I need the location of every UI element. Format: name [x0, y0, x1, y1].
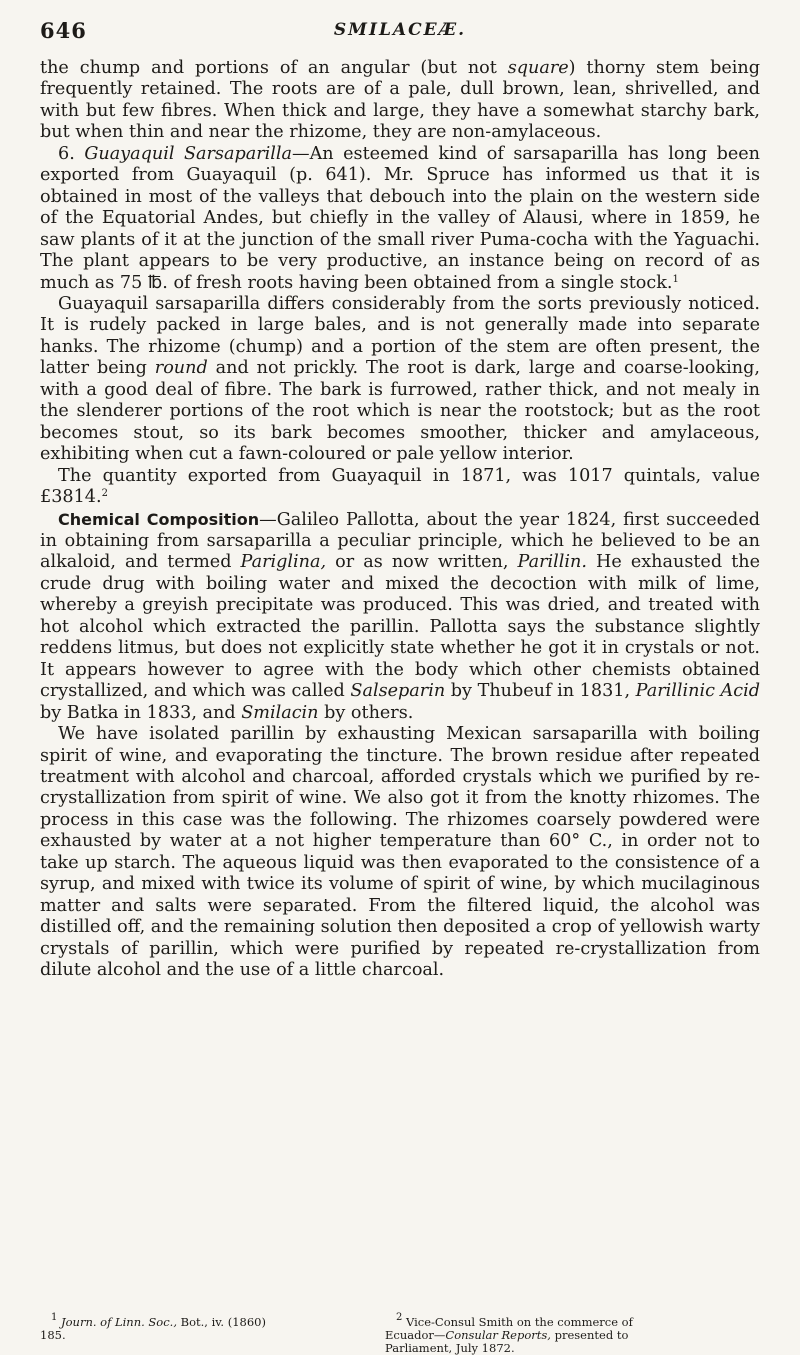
footnote-1-ref: Bot., iv. (1860): [176, 1315, 266, 1329]
paragraph: [40, 144, 760, 294]
footnote-1-cont: 185.: [40, 1328, 66, 1342]
footnote-1-line1: [40, 1312, 370, 1329]
footnotes: [40, 1312, 760, 1355]
page-number: 646: [40, 18, 87, 43]
section-heading: Chemical Composition: [58, 509, 260, 529]
text-run: the chump and portions of an angular (but not: [40, 58, 508, 78]
text-run: and not prickly. The root is dark, large and coarse-looking, with a good deal of fibre. The bark is furrowed, rather thick, and not mealy in the slenderer portions of the root which is near the rootstock; but as the root becomes stout, so its bark becomes smoother, thicker and amylaceous, exhibiting when cut a fawn-coloured or pale yellow interior.: [40, 358, 760, 465]
footnote-ref: 2: [101, 488, 108, 500]
text-run: by others.: [318, 702, 414, 723]
italic-term: Smilacin: [241, 702, 319, 723]
italic-term: round: [154, 358, 208, 379]
text-run: or as now written,: [326, 552, 518, 573]
text-run: He exhausted the crude drug with boiling water and mixed the decoction with milk of lime, whereby a greyish precipitate was produced. This was dried, and treated with hot alcohol which extracted the parillin. Pallotta says the substance slightly reddens litmus, but does not explicitly state whether he got it in crystals or not. It appears however to agree with the body which other chemists obtained crystallized, and which was called: [40, 552, 761, 702]
text-run: —Galileo Pallotta, about the year 1824, first succeeded in obtaining from sarsaparilla a peculiar principle, which he believed to be an alkaloid, and termed: [40, 509, 760, 573]
italic-term: Parillin.: [517, 552, 587, 573]
footnote-ref: 1: [672, 273, 679, 285]
text-run: by Batka in 1833, and: [40, 702, 242, 723]
text-run: —An esteemed kind of sarsaparilla has long been exported from Guayaquil (p. 641). Mr. Spruce has informed us that it is obtained in most of the valleys that debouch into the plain on the western side of the Equatorial Andes, but chiefly in the valley of Alausi, where in 1859, he saw plants of it at the junction of the small river Puma-cocha with the Yaguachi. The plant appears to be very productive, an instance being on record of as much as 75 ℔. of fresh roots having been obtained from a single stock.: [40, 143, 761, 293]
footnote-2-line2: Ecuador—Consular Reports, presented to: [385, 1328, 629, 1342]
footnote-1-marker: 1: [50, 1312, 58, 1323]
footnote-1-journal: Journ. of Linn. Soc.,: [61, 1315, 177, 1329]
text-run: We have isolated parillin by exhausting Mexican sarsaparilla with boiling spirit of wine, and evaporating the tincture. The brown residue after repeated treatment with alcohol and charcoal, afforded crystals which we purified by re-crystallization from spirit of wine. We also got it from the knotty rhizomes. The process in this case was the following. The rhizomes coarsely powdered were exhausted by water at a not higher temperature than 60° C., in order not to take up starch. The aqueous liquid was then evaporated to the consistence of a syrup, and mixed with twice its volume of spirit of wine, by which mucilaginous matter and salts were separated. From the filtered liquid, the alcohol was distilled off, and the remaining solution then deposited a crop of yellowish warty crystals of parillin, which were purified by repeated re-crystallization from dilute alcohol and the use of a little charcoal.: [40, 724, 760, 981]
running-title: SMILACEÆ.: [333, 20, 467, 40]
page-header: [40, 18, 760, 48]
text-run: ) thorny stem being frequently retained. The roots are of a pale, dull brown, lean, shrivelled, and with but few fibres. When thick and large, they have a somewhat starchy bark, but when thin and near the rhizome, they are non-amylaceous.: [40, 58, 760, 143]
italic-term: Guayaquil Sarsaparilla: [84, 143, 292, 164]
text-run: 6.: [58, 143, 85, 164]
paragraph: [40, 294, 760, 466]
text-run: The quantity exported from Guayaquil in 1871, was 1017 quintals, value £3814.: [40, 465, 760, 508]
footnote-1: [40, 1312, 370, 1342]
italic-term: Pariglina,: [240, 552, 327, 573]
italic-term: square: [507, 58, 569, 78]
paragraph: [40, 58, 760, 144]
footnote-2-line3: Parliament, July 1872.: [385, 1341, 515, 1355]
paragraph: [40, 509, 760, 725]
body-text: [40, 58, 760, 981]
italic-term: Parillinic Acid: [635, 681, 761, 702]
footnote-2: [385, 1312, 760, 1355]
footnote-2-source: Consular Reports,: [445, 1328, 551, 1342]
text-run: by Thubeuf in 1831,: [445, 681, 636, 702]
footnote-2-line1: $^2$ Vice-Consul Smith on the commerce of: [395, 1312, 633, 1329]
paragraph: [40, 724, 760, 981]
paragraph: [40, 466, 760, 509]
text-run: Guayaquil sarsaparilla differs considerably from the sorts previously noticed. It is rudely packed in large bales, and is not generally made into separate hanks. The rhizome (chump) and a portion of the stem are often present, the latter being: [40, 293, 760, 379]
footnote-2-marker: 2: [395, 1312, 403, 1323]
italic-term: Salseparin: [350, 681, 446, 702]
